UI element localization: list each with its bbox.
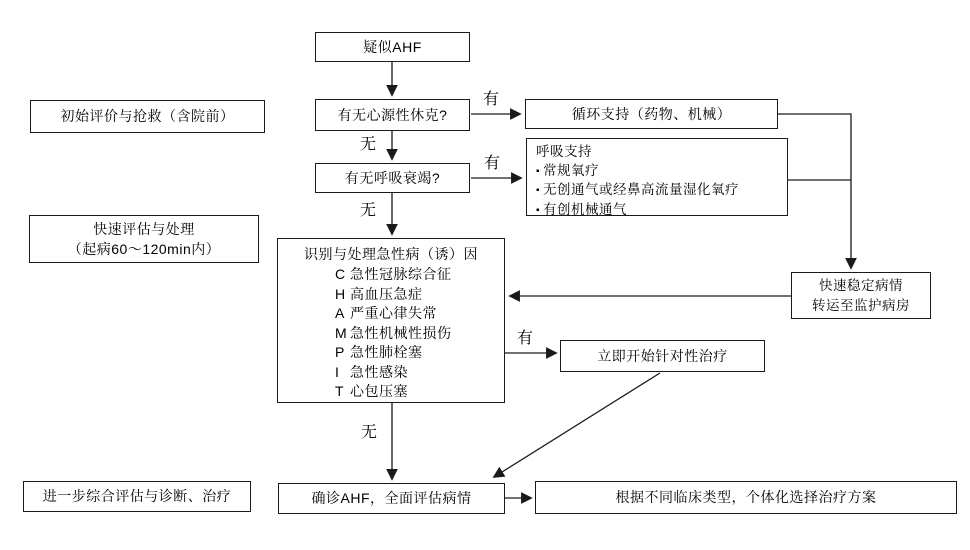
edge-label-cause-no: 无 — [361, 424, 378, 441]
node-suspected-ahf: 疑似AHF — [315, 32, 470, 62]
cause-letter: A — [335, 305, 345, 322]
cause-letter: P — [335, 344, 345, 361]
node-identify-acute-causes — [277, 238, 505, 403]
square-bullet-icon: ▪ — [536, 165, 541, 177]
square-bullet-icon: ▪ — [536, 185, 541, 196]
list-item — [536, 181, 739, 201]
edge-label-shock-no: 无 — [360, 136, 377, 153]
cause-item-t — [335, 382, 504, 402]
cause-text: 严重心律失常 — [350, 305, 437, 322]
node-stage-further-evaluation: 进一步综合评估与诊断、治疗 — [23, 481, 251, 512]
node-stage-initial-evaluation: 初始评价与抢救（含院前） — [30, 100, 265, 133]
connector-circ-to-stabilize — [778, 114, 851, 268]
cause-text: 高血压急症 — [350, 285, 423, 302]
cause-item-p — [335, 343, 504, 363]
cause-item-h — [335, 285, 504, 305]
node-confirm-ahf: 确诊AHF，全面评估病情 — [278, 483, 505, 514]
cause-letter: H — [335, 285, 346, 302]
cause-text: 急性机械性损伤 — [350, 324, 452, 341]
node-cardiogenic-shock-question: 有无心源性休克? — [315, 99, 470, 131]
cause-text: 急性感染 — [350, 363, 408, 380]
arrow-targeted-to-confirm — [494, 373, 660, 477]
cause-letter: C — [335, 266, 346, 283]
cause-text: 心包压塞 — [350, 383, 408, 400]
node-targeted-treatment: 立即开始针对性治疗 — [560, 340, 765, 372]
node-stage-rapid-evaluation — [29, 215, 259, 263]
stabilize-line1: 快速稳定病情 — [819, 277, 903, 293]
node-respiratory-support — [526, 138, 788, 216]
respiratory-support-bullet: 无创通气或经鼻高流量湿化氧疗 — [543, 182, 740, 197]
edge-label-resp-no: 无 — [360, 202, 377, 219]
cause-item-a — [335, 304, 504, 324]
identify-causes-title: 识别与处理急性病（诱）因 — [304, 246, 478, 262]
cause-text: 急性冠脉综合征 — [350, 266, 452, 283]
edge-label-resp-yes: 有 — [484, 155, 501, 172]
list-item — [536, 201, 739, 221]
respiratory-support-title: 呼吸支持 — [536, 144, 592, 159]
cause-letter: I — [335, 363, 340, 380]
node-treatment-plan: 根据不同临床类型，个体化选择治疗方案 — [535, 481, 957, 514]
cause-letter: M — [335, 324, 348, 341]
cause-item-i — [335, 363, 504, 383]
respiratory-support-bullet: 有创机械通气 — [543, 201, 628, 217]
node-circulatory-support: 循环支持（药物、机械） — [525, 99, 778, 129]
list-item — [536, 162, 739, 182]
stabilize-line2: 转运至监护病房 — [812, 297, 910, 313]
edge-label-shock-yes: 有 — [483, 91, 500, 108]
cause-letter: T — [335, 383, 345, 400]
cause-item-c — [335, 265, 504, 285]
node-respiratory-failure-question: 有无呼吸衰竭? — [315, 163, 470, 193]
edge-label-cause-yes: 有 — [517, 330, 534, 347]
node-stabilize-transfer — [791, 272, 931, 319]
square-bullet-icon: ▪ — [536, 204, 541, 216]
rapid-stage-line1: 快速评估与处理 — [93, 221, 195, 237]
rapid-stage-line2: （起病60～120min内） — [67, 241, 221, 257]
cause-item-m — [335, 324, 504, 344]
cause-text: 急性肺栓塞 — [350, 344, 423, 361]
respiratory-support-bullet: 常规氧疗 — [543, 162, 600, 178]
